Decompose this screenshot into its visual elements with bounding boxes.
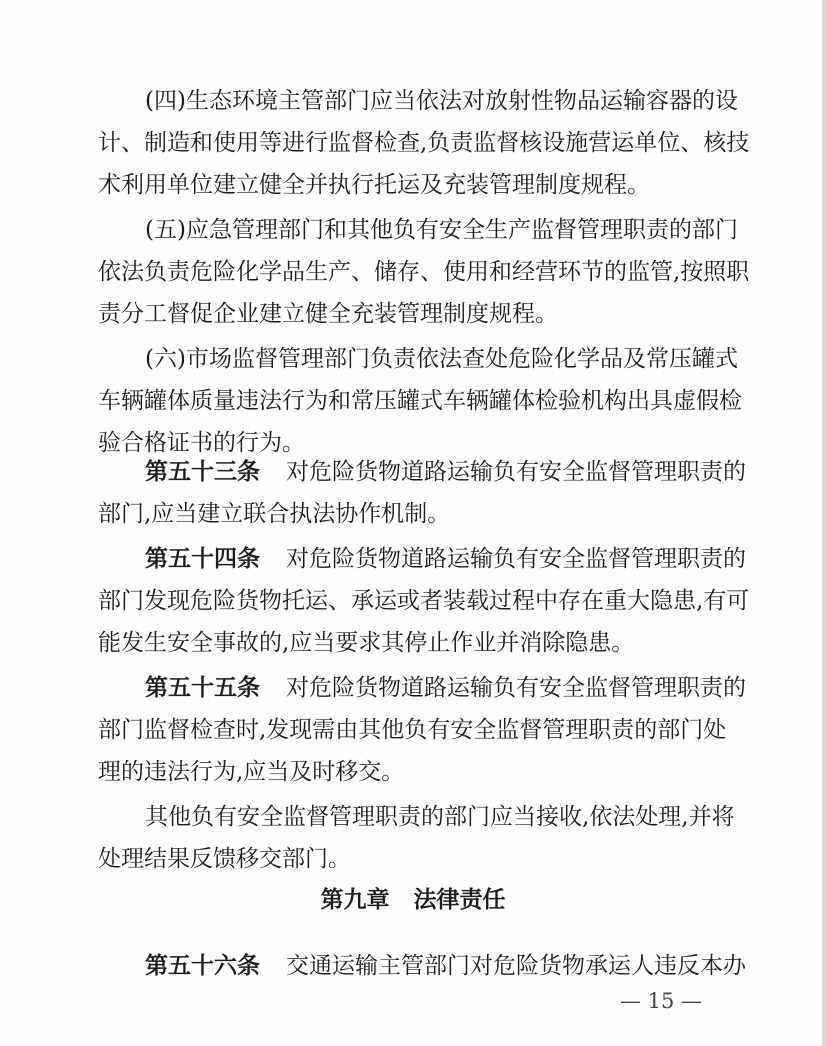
text-span: 对危险货物道路运输负有安全监督管理职责的 — [286, 546, 746, 572]
text-line: 术利用单位建立健全并执行托运及充装管理制度规程。 — [98, 172, 650, 198]
text-line: 处理结果反馈移交部门。 — [98, 846, 351, 872]
text-line: 车辆罐体质量违法行为和常压罐式车辆罐体检验机构出具虚假检 — [98, 388, 742, 414]
text-line: (五)应急管理部门和其他负有安全生产监督管理职责的部门 — [145, 217, 738, 243]
text-span: 对危险货物道路运输负有安全监督管理职责的 — [286, 675, 746, 701]
text-line: 依法负责危险化学品生产、储存、使用和经营环节的监管,按照职 — [98, 259, 750, 285]
text-line: 其他负有安全监督管理职责的部门应当接收,依法处理,并将 — [145, 804, 735, 830]
text-line: (四)生态环境主管部门应当依法对放射性物品运输容器的设 — [145, 88, 738, 114]
article-heading-54: 第五十四条 — [145, 546, 260, 572]
article-55-line — [145, 668, 746, 708]
text-span: 对危险货物道路运输负有安全监督管理职责的 — [286, 459, 746, 485]
article-53-line — [145, 452, 746, 492]
article-54-line — [145, 539, 746, 579]
page-number: — 15 — — [619, 989, 703, 1013]
article-heading-55: 第五十五条 — [145, 675, 260, 701]
text-line: 部门监督检查时,发现需由其他负有安全监督管理职责的部门处 — [98, 717, 727, 743]
text-line: 理的违法行为,应当及时移交。 — [98, 759, 405, 785]
text-line: 部门发现危险货物托运、承运或者装载过程中存在重大隐患,有可 — [98, 588, 750, 614]
chapter-number: 第九章 — [320, 887, 390, 913]
text-line: 责分工督促企业建立健全充装管理制度规程。 — [98, 301, 558, 327]
text-line: (六)市场监督管理部门负责依法查处危险化学品及常压罐式 — [145, 346, 738, 372]
text-line: 验合格证书的行为。 — [98, 430, 305, 456]
text-span: 交通运输主管部门对危险货物承运人违反本办 — [286, 953, 746, 979]
text-line: 部门,应当建立联合执法协作机制。 — [98, 501, 451, 527]
text-line: 计、制造和使用等进行监督检查,负责监督核设施营运单位、核技 — [98, 130, 750, 156]
chapter-title: 法律责任 — [413, 887, 506, 913]
chapter-heading — [0, 880, 826, 920]
article-heading-53: 第五十三条 — [145, 459, 260, 485]
article-56-line — [145, 946, 746, 986]
article-heading-56: 第五十六条 — [145, 953, 260, 979]
text-line: 能发生安全事故的,应当要求其停止作业并消除隐患。 — [98, 630, 635, 656]
